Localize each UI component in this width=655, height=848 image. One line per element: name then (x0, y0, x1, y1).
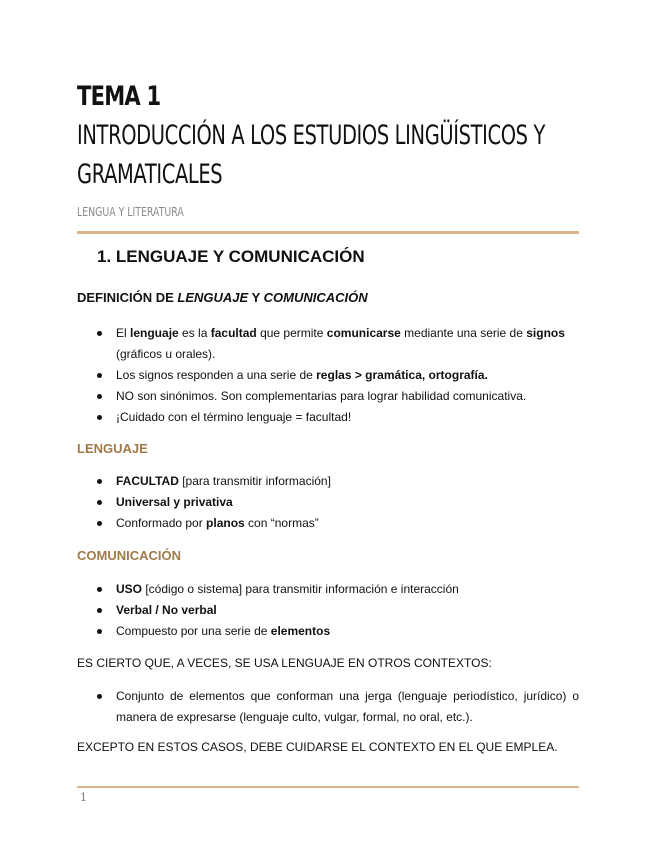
subject-label: LENGUA Y LITERATURA (77, 205, 184, 219)
list-item: Compuesto por una serie de elementos (97, 621, 579, 642)
list-item: Verbal / No verbal (97, 600, 579, 621)
context-paragraph: ES CIERTO QUE, A VECES, SE USA LENGUAJE EN OTROS CONTEXTOS: (77, 656, 492, 670)
lenguaje-heading: LENGUAJE (77, 441, 148, 456)
comunicacion-list (97, 579, 579, 642)
title-block (77, 80, 597, 194)
footer-divider (77, 786, 579, 788)
topic-number: TEMA 1 (77, 81, 161, 112)
list-item: NO son sinónimos. Son complementarias para lograr habilidad comunicativa. (97, 386, 579, 407)
list-item: Universal y privativa (97, 492, 579, 513)
list-item: Los signos responden a una serie de reglas > gramática, ortografía. (97, 365, 579, 386)
section-heading: 1. LENGUAJE Y COMUNICACIÓN (97, 247, 365, 266)
comunicacion-heading: COMUNICACIÓN (77, 548, 181, 563)
page-number: 1 (80, 791, 87, 804)
document-title: INTRODUCCIÓN A LOS ESTUDIOS LINGÜÍSTICOS Y GRAMATICALES (77, 120, 545, 190)
list-item: El lenguaje es la facultad que permite comunicarse mediante una serie de signos (gráficos u orales). (97, 323, 579, 365)
context-list (97, 686, 579, 728)
list-item: ¡Cuidado con el término lenguaje = facultad! (97, 407, 579, 428)
definition-heading: DEFINICIÓN DE LENGUAJE Y COMUNICACIÓN (77, 290, 368, 305)
list-item: FACULTAD [para transmitir información] (97, 471, 579, 492)
header-divider (77, 231, 579, 234)
exception-paragraph: EXCEPTO EN ESTOS CASOS, DEBE CUIDARSE EL CONTEXTO EN EL QUE EMPLEA. (77, 740, 558, 754)
list-item: Conjunto de elementos que conforman una jerga (lenguaje periodístico, jurídico) o manera de expresarse (lenguaje culto, vulgar, formal, no oral, etc.). (97, 686, 579, 728)
list-item: Conformado por planos con “normas” (97, 513, 579, 534)
lenguaje-list (97, 471, 579, 534)
definition-list (97, 323, 579, 428)
list-item: USO [código o sistema] para transmitir información e interacción (97, 579, 579, 600)
